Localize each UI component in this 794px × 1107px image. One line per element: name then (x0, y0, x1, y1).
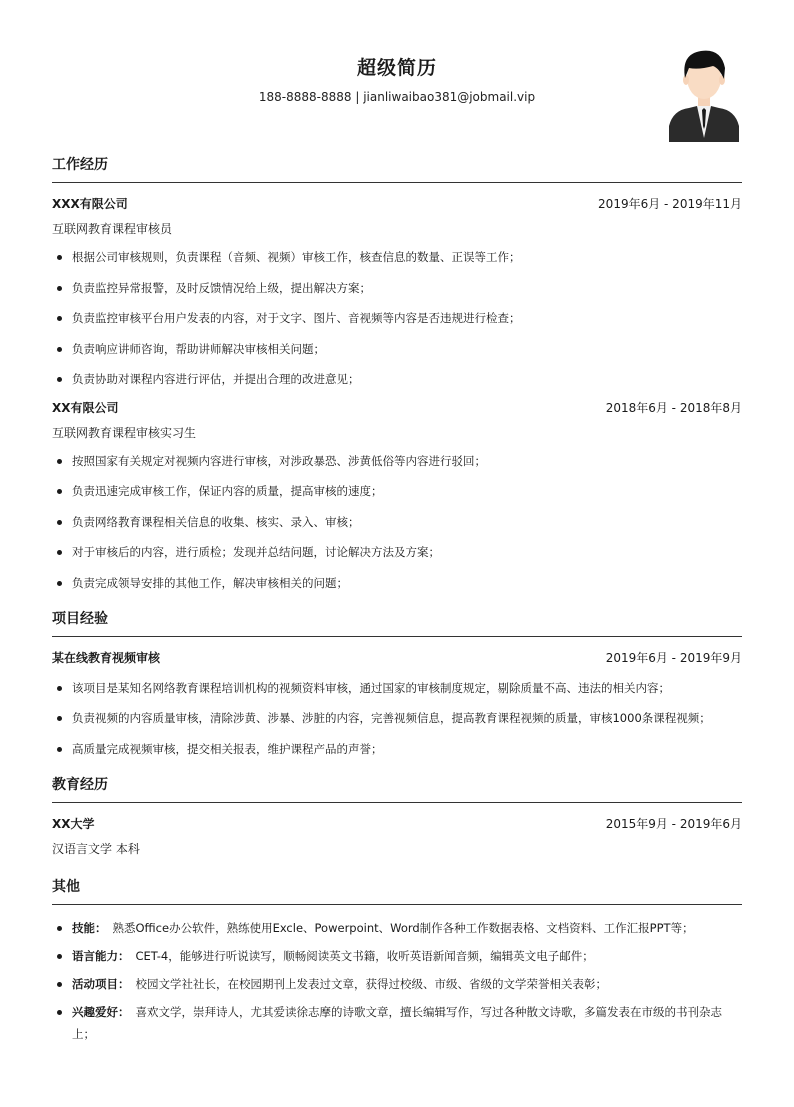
work-section (52, 154, 742, 594)
school-name: XX大学 (52, 816, 95, 831)
section-title: 工作经历 (52, 154, 742, 183)
education-section (52, 774, 742, 858)
education-entry (52, 815, 742, 858)
list-item: 负责完成领导安排的其他工作，解决审核相关的问题； (52, 572, 742, 594)
list-item: 按照国家有关规定对视频内容进行审核，对涉政暴恐、涉黄低俗等内容进行驳回； (52, 450, 742, 472)
section-title: 其他 (52, 876, 742, 905)
item-text: 喜欢文学，崇拜诗人，尤其爱读徐志摩的诗歌文章，擅长编辑写作，写过各种散文诗歌，多篇发表在市级的书刊杂志上； (72, 1004, 722, 1041)
company-name: XXX有限公司 (52, 197, 128, 211)
list-item: 负责视频的内容质量审核，清除涉黄、涉暴、涉脏的内容，完善视频信息，提高教育课程视频的质量，审核1000条课程视频； (52, 707, 742, 729)
item-label: 技能： (72, 920, 107, 935)
section-title: 项目经验 (52, 608, 742, 637)
list-item: 负责监控异常报警，及时反馈情况给上级，提出解决方案； (52, 277, 742, 299)
item-label: 活动项目： (72, 976, 130, 991)
job-title: 互联网教育课程审核实习生 (52, 425, 197, 440)
contact-info: 188-8888-8888 | jianliwaibao381@jobmail.vip (258, 90, 536, 104)
degree: 汉语言文学 本科 (52, 841, 140, 856)
list-item: 根据公司审核规则，负责课程（音频、视频）审核工作，核查信息的数量、正误等工作； (52, 246, 742, 268)
work-entry (52, 195, 742, 390)
item-label: 兴趣爱好： (72, 1004, 130, 1019)
list-item: 负责协助对课程内容进行评估，并提出合理的改进意见； (52, 368, 742, 390)
section-title: 教育经历 (52, 774, 742, 803)
work-entry (52, 399, 742, 594)
date-range: 2015年9月 - 2019年6月 (605, 816, 742, 831)
list-item: 负责响应讲师咨询，帮助讲师解决审核相关问题； (52, 338, 742, 360)
date-range: 2019年6月 - 2019年11月 (598, 197, 742, 211)
date-range: 2018年6月 - 2018年8月 (605, 400, 742, 415)
job-title: 互联网教育课程审核员 (52, 222, 173, 236)
item-text: 熟悉Office办公软件，熟练使用Excle、Powerpoint、Word制作各种工作数据表格、文档资料、工作汇报PPT等； (112, 920, 694, 935)
list-item (52, 917, 742, 939)
item-text: CET-4，能够进行听说读写，顺畅阅读英文书籍，收听英语新闻音频，编辑英文电子邮件； (135, 948, 594, 963)
resume-page (52, 0, 742, 1051)
list-item: 负责迅速完成审核工作，保证内容的质量，提高审核的速度； (52, 480, 742, 502)
list-item (52, 1001, 742, 1045)
project-name: 某在线教育视频审核 (52, 650, 161, 665)
project-section (52, 608, 742, 760)
list-item: 对于审核后的内容，进行质检；发现并总结问题，讨论解决方法及方案； (52, 541, 742, 563)
list-item: 负责监控审核平台用户发表的内容，对于文字、图片、音视频等内容是否违规进行检查； (52, 307, 742, 329)
list-item (52, 945, 742, 967)
resume-header (52, 0, 742, 140)
company-name: XX有限公司 (52, 400, 119, 415)
list-item: 高质量完成视频审核，提交相关报表，维护课程产品的声誉； (52, 738, 742, 760)
item-text: 校园文学社社长，在校园期刊上发表过文章，获得过校级、市级、省级的文学荣誉相关表彰； (135, 976, 607, 991)
item-label: 语言能力： (72, 948, 130, 963)
avatar (669, 46, 739, 142)
candidate-name: 超级简历 (356, 57, 437, 79)
list-item: 负责网络教育课程相关信息的收集、核实、录入、审核； (52, 511, 742, 533)
list-item: 该项目是某知名网络教育课程培训机构的视频资料审核，通过国家的审核制度规定，剔除质量不高、违法的相关内容； (52, 677, 742, 699)
date-range: 2019年6月 - 2019年9月 (605, 650, 742, 665)
other-section (52, 876, 742, 1045)
project-entry (52, 649, 742, 760)
list-item (52, 973, 742, 995)
